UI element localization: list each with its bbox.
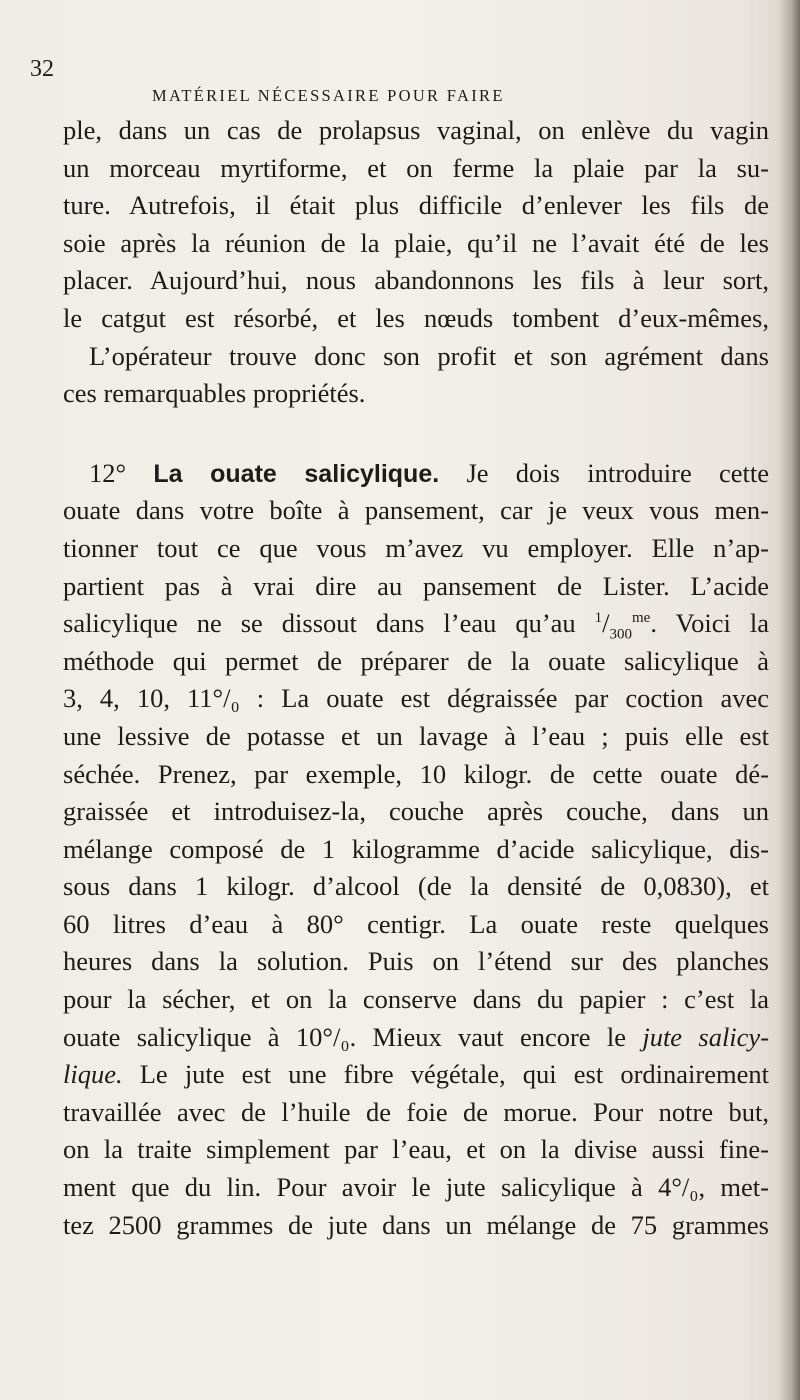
text-line: pour la sécher, et on la conserve dans du papier : c’est la: [63, 984, 769, 1015]
text-fragment: , met-: [698, 1172, 769, 1203]
text-line: ouate dans votre boîte à pansement, car je veux vous men-: [63, 495, 769, 526]
paragraph-gap: [63, 413, 769, 455]
text-fragment: . Mieux vaut encore le: [349, 1021, 643, 1052]
percent-line: [63, 1169, 769, 1207]
italic-line: [63, 1056, 769, 1094]
text-line: partient pas à vrai dire au pansement de Lister. L’acide: [63, 570, 769, 601]
text-line: méthode qui permet de préparer de la ouate salicylique à: [63, 645, 769, 676]
text-fragment: . Voici la: [650, 608, 770, 639]
text-line: sous dans 1 kilogr. d’alcool (de la densité de 0,0830), et: [63, 871, 769, 902]
text-line: 60 litres d’eau à 80° centigr. La ouate reste quelques: [63, 908, 769, 939]
section-heading-line: [63, 455, 769, 493]
text-line: tez 2500 grammes de jute dans un mélange de 75 grammes: [63, 1209, 769, 1240]
text-fragment: Je dois introduire cette: [466, 457, 770, 488]
percent-sign: °/₀: [322, 1021, 350, 1052]
text-line: graissée et introduisez-la, couche après couche, dans un: [63, 796, 769, 827]
text-line: tionner tout ce que vous m’avez vu employer. Elle n’ap-: [63, 532, 769, 563]
percent-line: [63, 1019, 769, 1057]
text-line: soie après la réunion de la plaie, qu’il ne l’avait été de les: [63, 227, 769, 258]
fraction-denominator: 300: [609, 626, 633, 643]
text-line: travaillée avec de l’huile de foie de morue. Pour notre but,: [63, 1096, 769, 1127]
text-line: un morceau myrtiforme, et on ferme la plaie par la su-: [63, 152, 769, 183]
text-line: ces remarquables propriétés.: [63, 378, 366, 409]
text-line: L’opérateur trouve donc son profit et son agrément dans: [89, 340, 769, 371]
text-line: heures dans la solution. Puis on l’étend sur des planches: [63, 946, 769, 977]
text-fragment: salicylique ne se dissout dans l’eau qu’au: [63, 608, 595, 639]
text-fragment: ment que du lin. Pour avoir le jute salicylique à 4: [63, 1172, 672, 1203]
text-line: séchée. Prenez, par exemple, 10 kilogr. de cette ouate dé-: [63, 758, 769, 789]
page-edge-shadow: [778, 0, 800, 1400]
running-title: MATÉRIEL NÉCESSAIRE POUR FAIRE: [152, 86, 505, 105]
italic-term: jute salicy-: [642, 1021, 770, 1052]
page-number: 32: [30, 56, 54, 82]
italic-term: lique.: [63, 1059, 123, 1090]
fraction-numerator: 1: [594, 610, 603, 627]
text-line: une lessive de potasse et un lavage à l’eau ; puis elle est: [63, 720, 769, 751]
percent-sign: °/₀: [212, 683, 240, 714]
percent-line: [63, 680, 769, 718]
text-fragment: Le jute est une fibre végétale, qui est ordinairement: [122, 1059, 769, 1090]
section-title: La ouate salicylique.: [153, 459, 440, 488]
text-fragment: ouate salicylique à 10: [63, 1021, 323, 1052]
text-line: le catgut est résorbé, et les nœuds tombent d’eux-mêmes,: [63, 302, 769, 333]
percent-sign: °/₀: [671, 1172, 699, 1203]
text-fragment: 3, 4, 10, 11: [63, 683, 213, 714]
ordinal-suffix: me: [632, 610, 651, 627]
body-text: [63, 112, 769, 1244]
text-fragment: : La ouate est dégraissée par coction avec: [239, 683, 769, 714]
fraction-line: salicylique ne se dissout dans l’eau qu’au $^1/_{300}^{me}$. Voici la: [63, 608, 770, 643]
text-line: mélange composé de 1 kilogramme d’acide salicylique, dis-: [63, 833, 769, 864]
text-line: placer. Aujourd’hui, nous abandonnons les fils à leur sort,: [63, 265, 769, 296]
text-line: ple, dans un cas de prolapsus vaginal, on enlève du vagin: [63, 115, 769, 145]
section-number: 12°: [89, 457, 127, 488]
text-line: on la traite simplement par l’eau, et on la divise aussi fine-: [63, 1134, 769, 1165]
text-line: ture. Autrefois, il était plus difficile d’enlever les fils de: [63, 190, 769, 221]
